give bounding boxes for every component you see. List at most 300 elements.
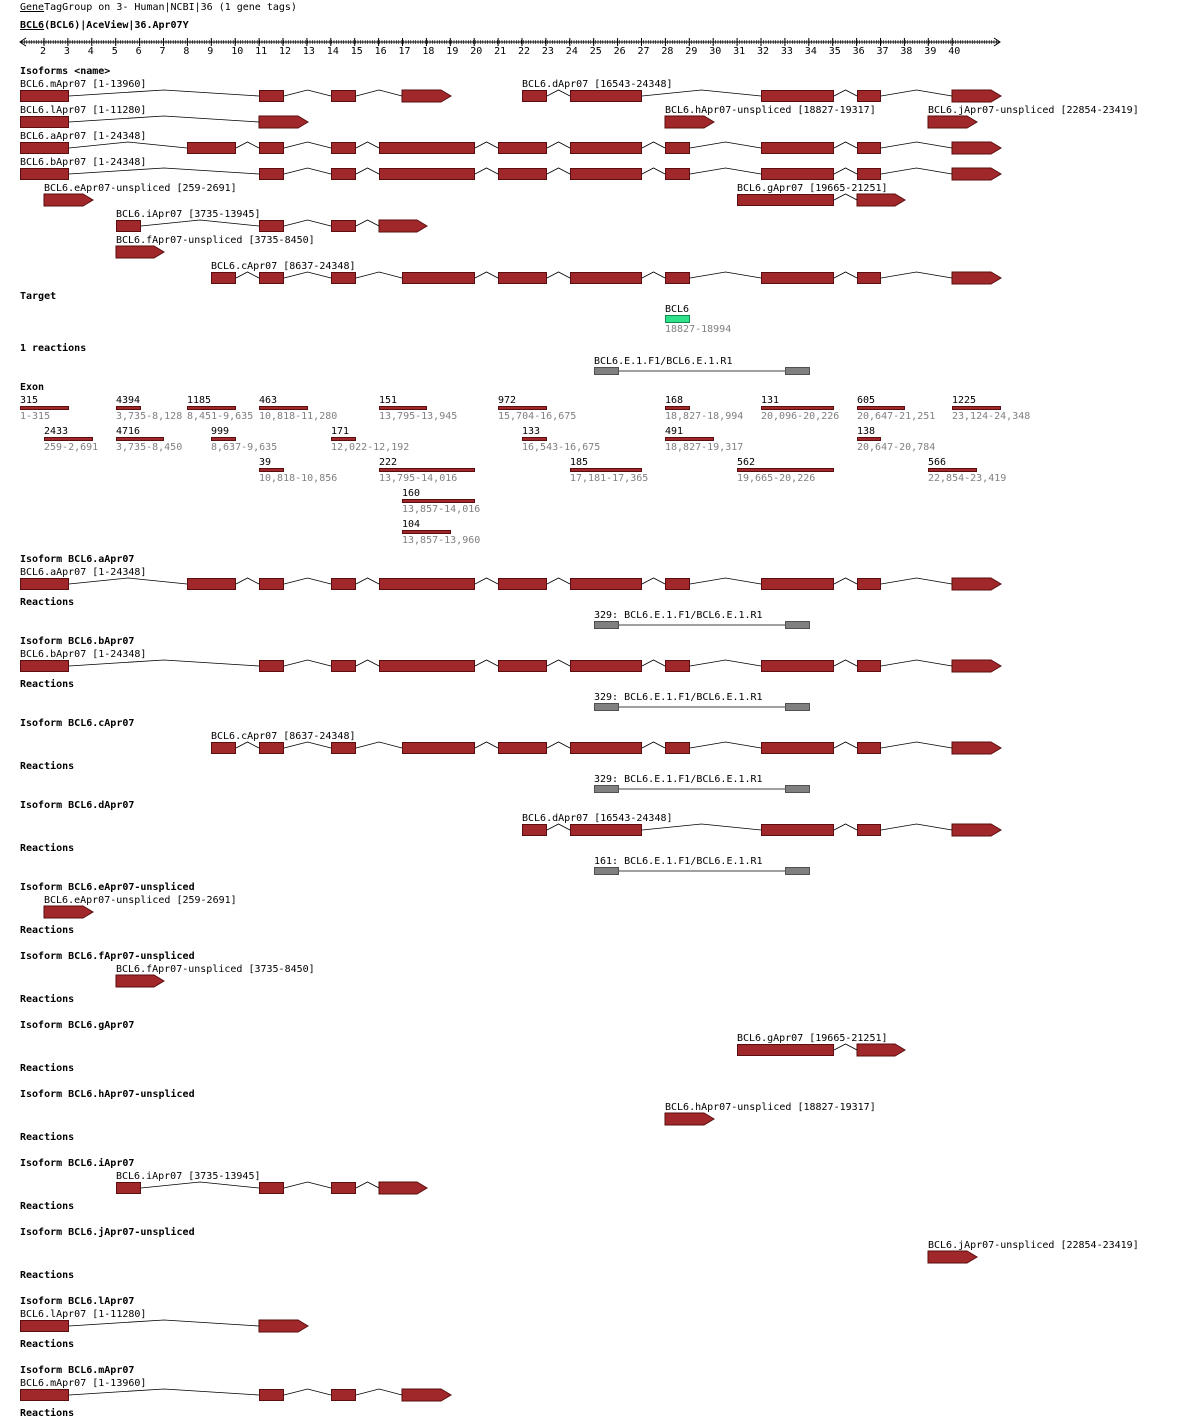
- exon-bar[interactable]: [402, 499, 475, 503]
- exon-arrow: [402, 90, 451, 102]
- isoform-title: Isoform BCL6.jApr07-unspliced: [20, 1227, 195, 1238]
- exon-length[interactable]: 151: [379, 395, 398, 406]
- exon-box[interactable]: [857, 168, 881, 180]
- exon-box[interactable]: [20, 1389, 69, 1401]
- isoform-label[interactable]: BCL6.iApr07 [3735-13945]: [116, 209, 261, 220]
- exon-box[interactable]: [570, 578, 642, 590]
- exon-bar[interactable]: [498, 406, 547, 410]
- reactions-heading: Reactions: [20, 925, 75, 936]
- exon-box[interactable]: [379, 142, 475, 154]
- isoform-label[interactable]: BCL6.hApr07-unspliced [18827-19317]: [665, 105, 876, 116]
- exon-box[interactable]: [259, 742, 284, 754]
- exon-box[interactable]: [20, 578, 69, 590]
- exon-length[interactable]: 160: [402, 488, 421, 499]
- intron-line: [284, 272, 331, 278]
- exon-bar[interactable]: [379, 406, 427, 410]
- intron-line: [547, 824, 570, 830]
- exon-box[interactable]: [857, 90, 881, 102]
- intron-line: [475, 742, 498, 748]
- exon-length[interactable]: 972: [498, 395, 517, 406]
- reactions-heading: Reactions: [20, 761, 75, 772]
- reactions-heading: Reactions: [20, 1132, 75, 1143]
- exon-box[interactable]: [665, 142, 690, 154]
- intron-line: [881, 168, 952, 174]
- ruler-tick-label: 39: [924, 46, 937, 57]
- ruler-tick-label: 36: [852, 46, 865, 57]
- exon-bar[interactable]: [116, 437, 164, 441]
- exon-length[interactable]: 999: [211, 426, 230, 437]
- intron-line: [881, 824, 952, 830]
- target-heading: Target: [20, 291, 57, 302]
- exon-range: 19,665-20,226: [737, 473, 816, 484]
- isoform-label[interactable]: BCL6.bApr07 [1-24348]: [20, 649, 147, 660]
- exon-box[interactable]: [331, 742, 356, 754]
- intron-line: [236, 142, 259, 148]
- exon-length[interactable]: 4716: [116, 426, 141, 437]
- isoform-label[interactable]: BCL6.jApr07-unspliced [22854-23419]: [928, 105, 1139, 116]
- intron-line: [356, 1389, 402, 1395]
- intron-line: [284, 742, 331, 748]
- exon-box[interactable]: [331, 1182, 356, 1194]
- primer-box[interactable]: [594, 621, 619, 629]
- exon-box[interactable]: [761, 168, 834, 180]
- exon-range: 10,818-11,280: [259, 411, 338, 422]
- ruler-tick-label: 25: [589, 46, 602, 57]
- intron-line: [834, 578, 857, 584]
- exon-box[interactable]: [331, 142, 356, 154]
- intron-line: [356, 142, 379, 148]
- intron-line: [834, 90, 857, 96]
- exon-box[interactable]: [211, 272, 236, 284]
- exon-bar[interactable]: [928, 468, 977, 472]
- isoform-label[interactable]: BCL6.aApr07 [1-24348]: [20, 131, 147, 142]
- exon-box[interactable]: [570, 272, 642, 284]
- exon-box[interactable]: [761, 272, 834, 284]
- intron-line: [690, 272, 761, 278]
- reactions-heading: Reactions: [20, 1339, 75, 1350]
- intron-line: [284, 1389, 331, 1395]
- exon-box[interactable]: [570, 742, 642, 754]
- exon-box[interactable]: [331, 90, 356, 102]
- exon-box[interactable]: [761, 660, 834, 672]
- intron-line: [284, 1182, 331, 1188]
- exon-box[interactable]: [570, 90, 642, 102]
- intron-line: [881, 90, 952, 96]
- exon-bar[interactable]: [857, 437, 881, 441]
- exon-range: 13,795-13,945: [379, 411, 458, 422]
- exon-box[interactable]: [570, 142, 642, 154]
- exon-range: 12,022-12,192: [331, 442, 410, 453]
- exon-box[interactable]: [570, 168, 642, 180]
- intron-line: [356, 220, 379, 226]
- exon-arrow: [928, 116, 977, 128]
- isoform-title: Isoform BCL6.iApr07: [20, 1158, 135, 1169]
- isoform-label[interactable]: BCL6.dApr07 [16543-24348]: [522, 813, 673, 824]
- primer-box[interactable]: [594, 785, 619, 793]
- exon-bar[interactable]: [402, 530, 451, 534]
- intron-line: [690, 578, 761, 584]
- intron-line: [284, 90, 331, 96]
- target-range: 18827-18994: [665, 324, 732, 335]
- gene-name-link[interactable]: BCL6: [20, 20, 45, 31]
- exon-arrow: [952, 168, 1001, 180]
- isoform-label[interactable]: BCL6.bApr07 [1-24348]: [20, 157, 147, 168]
- ruler-tick-label: 22: [518, 46, 531, 57]
- exon-range: 8,451-9,635: [187, 411, 254, 422]
- exon-box[interactable]: [665, 168, 690, 180]
- exon-box[interactable]: [498, 272, 547, 284]
- ruler-tick-label: 5: [111, 46, 118, 57]
- exon-range: 23,124-24,348: [952, 411, 1031, 422]
- exon-bar[interactable]: [116, 406, 141, 410]
- ruler-tick-label: 21: [494, 46, 507, 57]
- exon-box[interactable]: [187, 578, 236, 590]
- isoform-label[interactable]: BCL6.cApr07 [8637-24348]: [211, 731, 356, 742]
- isoform-label[interactable]: BCL6.cApr07 [8637-24348]: [211, 261, 356, 272]
- reactions-heading: Reactions: [20, 679, 75, 690]
- exon-arrow: [44, 906, 93, 918]
- exon-box[interactable]: [20, 1320, 69, 1332]
- intron-line: [475, 660, 498, 666]
- exon-box[interactable]: [331, 272, 356, 284]
- intron-line: [141, 220, 259, 226]
- exon-box[interactable]: [857, 272, 881, 284]
- exon-bar[interactable]: [737, 468, 834, 472]
- exon-box[interactable]: [331, 1389, 356, 1401]
- ruler-tick-label: 33: [780, 46, 793, 57]
- exon-range: 16,543-16,675: [522, 442, 601, 453]
- exon-range: 20,096-20,226: [761, 411, 840, 422]
- exon-arrow: [259, 1320, 308, 1332]
- intron-line: [236, 742, 259, 748]
- intron-line: [547, 660, 570, 666]
- exon-box[interactable]: [857, 578, 881, 590]
- exon-box[interactable]: [259, 660, 284, 672]
- target-name[interactable]: BCL6: [665, 304, 690, 315]
- ruler-tick-label: 37: [876, 46, 889, 57]
- primer-box[interactable]: [785, 367, 810, 375]
- reactions-heading: Reactions: [20, 597, 75, 608]
- ruler-tick-label: 9: [207, 46, 214, 57]
- exon-box[interactable]: [665, 578, 690, 590]
- intron-line: [69, 90, 259, 96]
- exon-length[interactable]: 2433: [44, 426, 69, 437]
- intron-line: [881, 742, 952, 748]
- intron-line: [69, 1389, 259, 1395]
- isoform-label[interactable]: BCL6.dApr07 [16543-24348]: [522, 79, 673, 90]
- ruler-tick-label: 34: [804, 46, 817, 57]
- exon-length[interactable]: 491: [665, 426, 684, 437]
- primer-box[interactable]: [594, 867, 619, 875]
- intron-line: [236, 578, 259, 584]
- ruler-tick-label: 10: [231, 46, 244, 57]
- isoform-label[interactable]: BCL6.lApr07 [1-11280]: [20, 1309, 147, 1320]
- exon-length[interactable]: 131: [761, 395, 780, 406]
- intron-line: [834, 142, 857, 148]
- exon-heading: Exon: [20, 382, 45, 393]
- exon-box[interactable]: [570, 824, 642, 836]
- exon-box[interactable]: [761, 742, 834, 754]
- exon-box[interactable]: [211, 742, 236, 754]
- ruler-tick-label: 16: [374, 46, 387, 57]
- exon-box[interactable]: [402, 742, 475, 754]
- exon-length[interactable]: 222: [379, 457, 398, 468]
- exon-box[interactable]: [187, 142, 236, 154]
- intron-line: [547, 742, 570, 748]
- exon-length[interactable]: 39: [259, 457, 272, 468]
- exon-range: 3,735-8,450: [116, 442, 183, 453]
- isoform-label[interactable]: BCL6.gApr07 [19665-21251]: [737, 1033, 888, 1044]
- intron-line: [690, 742, 761, 748]
- intron-line: [690, 168, 761, 174]
- exon-box[interactable]: [498, 742, 547, 754]
- intron-line: [356, 272, 402, 278]
- exon-range: 259-2,691: [44, 442, 99, 453]
- exon-length[interactable]: 138: [857, 426, 876, 437]
- exon-box[interactable]: [20, 168, 69, 180]
- intron-line: [834, 1044, 857, 1050]
- exon-box[interactable]: [259, 1182, 284, 1194]
- intron-line: [356, 168, 379, 174]
- intron-line: [475, 168, 498, 174]
- exon-box[interactable]: [737, 194, 834, 206]
- exon-box[interactable]: [498, 578, 547, 590]
- exon-box[interactable]: [761, 578, 834, 590]
- intron-line: [69, 116, 259, 122]
- gene-mark: Y: [182, 20, 189, 31]
- intron-line: [547, 272, 570, 278]
- isoform-title: Isoform BCL6.gApr07: [20, 1020, 135, 1031]
- exon-box[interactable]: [259, 1389, 284, 1401]
- exon-box[interactable]: [570, 660, 642, 672]
- exon-bar[interactable]: [761, 406, 834, 410]
- exon-box[interactable]: [379, 168, 475, 180]
- exon-length[interactable]: 605: [857, 395, 876, 406]
- reaction-label[interactable]: 329: BCL6.E.1.F1/BCL6.E.1.R1: [594, 774, 763, 785]
- isoform-label[interactable]: BCL6.jApr07-unspliced [22854-23419]: [928, 1240, 1139, 1251]
- exon-range: 8,637-9,635: [211, 442, 278, 453]
- exon-box[interactable]: [498, 168, 547, 180]
- isoform-title: Isoform BCL6.lApr07: [20, 1296, 135, 1307]
- reaction-label[interactable]: 161: BCL6.E.1.F1/BCL6.E.1.R1: [594, 856, 763, 867]
- exon-length[interactable]: 133: [522, 426, 541, 437]
- exon-box[interactable]: [379, 578, 475, 590]
- exon-bar[interactable]: [331, 437, 356, 441]
- reactions-heading: Reactions: [20, 994, 75, 1005]
- exon-arrow: [402, 1389, 451, 1401]
- exon-arrow: [116, 246, 164, 258]
- exon-box[interactable]: [498, 660, 547, 672]
- exon-box[interactable]: [665, 742, 690, 754]
- exon-box[interactable]: [857, 660, 881, 672]
- exon-length[interactable]: 1225: [952, 395, 977, 406]
- reaction-label[interactable]: BCL6.E.1.F1/BCL6.E.1.R1: [594, 356, 733, 367]
- exon-box[interactable]: [857, 824, 881, 836]
- page-title-rest: TagGroup on 3- Human|NCBI|36 (1 gene tags): [44, 2, 297, 13]
- exon-arrow: [44, 194, 93, 206]
- exon-box[interactable]: [857, 742, 881, 754]
- exon-bar[interactable]: [259, 468, 284, 472]
- exon-bar[interactable]: [522, 437, 547, 441]
- reaction-label[interactable]: 329: BCL6.E.1.F1/BCL6.E.1.R1: [594, 692, 763, 703]
- isoform-label[interactable]: BCL6.gApr07 [19665-21251]: [737, 183, 888, 194]
- exon-box[interactable]: [20, 116, 69, 128]
- exon-bar[interactable]: [44, 437, 93, 441]
- isoform-title: Isoform BCL6.bApr07: [20, 636, 135, 647]
- exon-arrow: [665, 1113, 714, 1125]
- exon-range: 10,818-10,856: [259, 473, 338, 484]
- reactions-heading: Reactions: [20, 843, 75, 854]
- exon-range: 13,857-14,016: [402, 504, 481, 515]
- isoform-label[interactable]: BCL6.lApr07 [1-11280]: [20, 105, 147, 116]
- intron-line: [881, 578, 952, 584]
- exon-box[interactable]: [522, 90, 547, 102]
- isoform-label[interactable]: BCL6.aApr07 [1-24348]: [20, 567, 147, 578]
- exon-range: 13,857-13,960: [402, 535, 481, 546]
- exon-box[interactable]: [379, 660, 475, 672]
- primer-box[interactable]: [785, 703, 810, 711]
- exon-box[interactable]: [522, 824, 547, 836]
- isoform-label[interactable]: BCL6.eApr07-unspliced [259-2691]: [44, 183, 237, 194]
- exon-bar[interactable]: [857, 406, 905, 410]
- intron-line: [547, 142, 570, 148]
- exon-bar[interactable]: [259, 406, 308, 410]
- ruler-tick-label: 35: [828, 46, 841, 57]
- exon-range: 13,795-14,016: [379, 473, 458, 484]
- ruler-tick-label: 4: [87, 46, 94, 57]
- exon-box[interactable]: [259, 220, 284, 232]
- intron-line: [284, 142, 331, 148]
- exon-box[interactable]: [331, 660, 356, 672]
- exon-arrow: [952, 742, 1001, 754]
- primer-box[interactable]: [594, 703, 619, 711]
- exon-length[interactable]: 562: [737, 457, 756, 468]
- exon-box[interactable]: [331, 578, 356, 590]
- intron-line: [141, 1182, 259, 1188]
- intron-line: [834, 660, 857, 666]
- intron-line: [642, 824, 761, 830]
- primer-box[interactable]: [785, 867, 810, 875]
- exon-box[interactable]: [116, 1182, 141, 1194]
- intron-line: [834, 272, 857, 278]
- intron-line: [284, 660, 331, 666]
- exon-bar[interactable]: [379, 468, 475, 472]
- intron-line: [69, 660, 259, 666]
- isoform-label[interactable]: BCL6.mApr07 [1-13960]: [20, 1378, 147, 1389]
- exon-bar[interactable]: [187, 406, 236, 410]
- intron-line: [356, 578, 379, 584]
- exon-box[interactable]: [259, 168, 284, 180]
- isoform-title: Isoform BCL6.aApr07: [20, 554, 135, 565]
- reaction-label[interactable]: 329: BCL6.E.1.F1/BCL6.E.1.R1: [594, 610, 763, 621]
- exon-box[interactable]: [737, 1044, 834, 1056]
- exon-box[interactable]: [259, 578, 284, 590]
- isoform-title: Isoform BCL6.dApr07: [20, 800, 135, 811]
- exon-arrow: [928, 1251, 977, 1263]
- exon-length[interactable]: 171: [331, 426, 350, 437]
- gene-heading-rest: (BCL6)|AceView|36.Apr07: [44, 20, 183, 31]
- exon-length[interactable]: 168: [665, 395, 684, 406]
- primer-box[interactable]: [785, 621, 810, 629]
- exon-box[interactable]: [402, 272, 475, 284]
- intron-line: [475, 272, 498, 278]
- exon-length[interactable]: 566: [928, 457, 947, 468]
- exon-arrow: [857, 1044, 905, 1056]
- ruler-tick-label: 15: [350, 46, 363, 57]
- exon-bar[interactable]: [665, 406, 690, 410]
- primer-box[interactable]: [785, 785, 810, 793]
- exon-box[interactable]: [761, 142, 834, 154]
- exon-bar[interactable]: [570, 468, 642, 472]
- intron-line: [356, 1182, 379, 1188]
- exon-box[interactable]: [259, 90, 284, 102]
- ruler-tick-label: 29: [685, 46, 698, 57]
- ruler-tick-label: 6: [135, 46, 142, 57]
- exon-box[interactable]: [761, 824, 834, 836]
- exon-range: 22,854-23,419: [928, 473, 1007, 484]
- exon-length[interactable]: 104: [402, 519, 421, 530]
- isoform-label[interactable]: BCL6.iApr07 [3735-13945]: [116, 1171, 261, 1182]
- intron-line: [69, 142, 187, 148]
- intron-line: [642, 578, 665, 584]
- exon-bar[interactable]: [952, 406, 1001, 410]
- exon-box[interactable]: [331, 168, 356, 180]
- intron-line: [642, 742, 665, 748]
- isoform-label[interactable]: BCL6.fApr07-unspliced [3735-8450]: [116, 235, 315, 246]
- reactions-count-heading: 1 reactions: [20, 343, 87, 354]
- exon-bar[interactable]: [20, 406, 69, 410]
- ruler-tick-label: 26: [613, 46, 626, 57]
- exon-box[interactable]: [665, 272, 690, 284]
- exon-box[interactable]: [20, 90, 69, 102]
- ruler-tick-label: 12: [279, 46, 292, 57]
- exon-box[interactable]: [259, 272, 284, 284]
- exon-box[interactable]: [498, 142, 547, 154]
- exon-box[interactable]: [665, 660, 690, 672]
- intron-line: [236, 272, 259, 278]
- gene-link[interactable]: Gene: [20, 2, 45, 13]
- isoform-label[interactable]: BCL6.fApr07-unspliced [3735-8450]: [116, 964, 315, 975]
- exon-bar[interactable]: [665, 437, 714, 441]
- isoform-label[interactable]: BCL6.eApr07-unspliced [259-2691]: [44, 895, 237, 906]
- exon-box[interactable]: [331, 220, 356, 232]
- intron-line: [356, 660, 379, 666]
- exon-box[interactable]: [116, 220, 141, 232]
- exon-box[interactable]: [20, 142, 69, 154]
- ruler-tick-label: 38: [900, 46, 913, 57]
- exon-box[interactable]: [761, 90, 834, 102]
- isoform-label[interactable]: BCL6.hApr07-unspliced [18827-19317]: [665, 1102, 876, 1113]
- exon-length[interactable]: 4394: [116, 395, 141, 406]
- isoform-title: Isoform BCL6.eApr07-unspliced: [20, 882, 195, 893]
- isoform-title: Isoform BCL6.mApr07: [20, 1365, 135, 1376]
- exon-box[interactable]: [259, 142, 284, 154]
- isoforms-heading: Isoforms <name>: [20, 66, 111, 77]
- exon-box[interactable]: [20, 660, 69, 672]
- intron-line: [284, 168, 331, 174]
- exon-length[interactable]: 315: [20, 395, 39, 406]
- intron-line: [356, 742, 402, 748]
- exon-length[interactable]: 463: [259, 395, 278, 406]
- exon-length[interactable]: 1185: [187, 395, 212, 406]
- isoform-label[interactable]: BCL6.mApr07 [1-13960]: [20, 79, 147, 90]
- exon-box[interactable]: [857, 142, 881, 154]
- exon-length[interactable]: 185: [570, 457, 589, 468]
- exon-range: 20,647-21,251: [857, 411, 936, 422]
- primer-box[interactable]: [594, 367, 619, 375]
- intron-line: [690, 142, 761, 148]
- exon-bar[interactable]: [211, 437, 236, 441]
